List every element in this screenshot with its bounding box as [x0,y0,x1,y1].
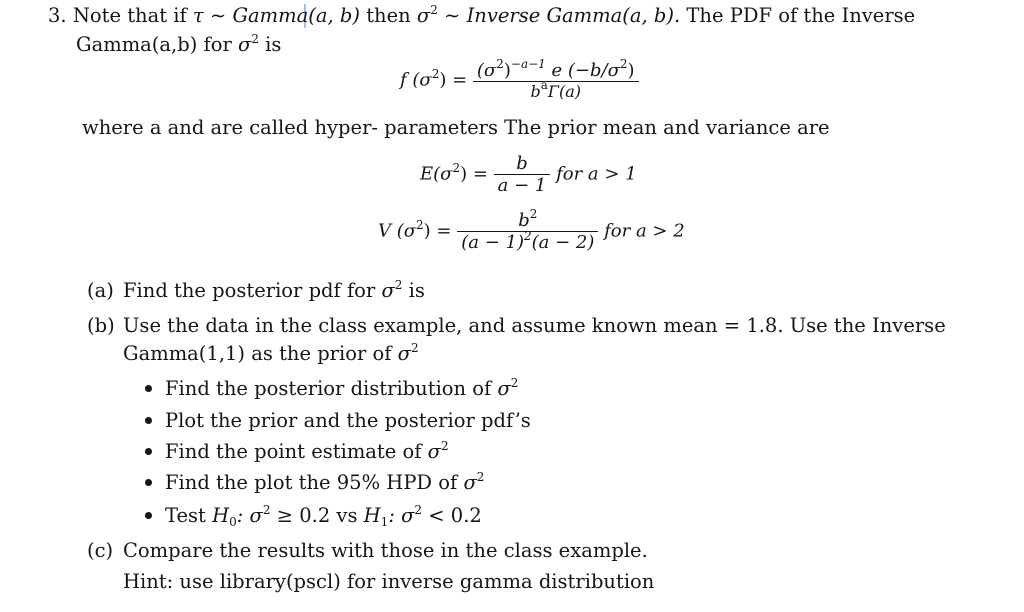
pdf-lhs: f (σ [400,69,432,91]
square-superscript: 2 [524,229,532,243]
square-superscript: 2 [452,160,461,175]
square-superscript: 2 [496,57,504,71]
hint-text: Hint: use library(pscl) for inverse gamma distribution [123,570,655,593]
bullet-item-1 [165,377,518,403]
line2-text-b: is [265,33,282,56]
sigma-symbol: σ [463,471,477,494]
part-a-tail: is [408,279,425,302]
bullet-item-4 [165,471,484,497]
sigma-symbol: σ [416,4,431,27]
gamma-args: (a, b) [308,4,360,27]
part-b-line2-text: Gamma(1,1) as the prior of [123,342,392,365]
line1-text-a: Note that if [72,4,187,27]
h0-condition: ≥ 0.2 vs [270,504,364,527]
line2-text-a: Gamma(a,b) for [76,33,232,56]
variance-denominator [457,231,598,253]
bullet-marker [145,448,152,455]
pdf-exponent: −a−1 [510,57,546,71]
bullet-3-text: Find the point estimate of [165,440,422,463]
inverse-gamma-word: Inverse Gamma [466,4,623,27]
h1-symbol: H [363,504,381,527]
bullet-4-text: Find the plot the 95% HPD of [165,471,458,494]
problem-line-1 [48,4,915,30]
square-superscript: 2 [529,207,538,221]
square-superscript: 2 [430,3,438,17]
pdf-num-c: e (−b/σ [551,60,620,81]
pdf-denominator [473,78,639,101]
square-superscript: 2 [394,278,403,292]
bullet-marker [145,512,152,519]
variance-formula [378,207,685,253]
sigma-symbol: σ [238,33,252,56]
variance-fraction [457,207,598,253]
bullet-item-2: Plot the prior and the posterior pdf’s [165,409,531,432]
variance-lhs: V (σ [378,220,417,242]
mean-formula [420,153,637,196]
pdf-num-a: (σ [476,60,497,81]
variance-den-a: (a − 1) [461,232,524,253]
pdf-den-exp: a [540,78,548,92]
bullet-1-text: Find the posterior distribution of [165,377,492,400]
pdf-fraction [473,57,639,101]
mean-lhs: E(σ [420,163,453,185]
pdf-den-b: b [530,82,541,101]
square-superscript: 2 [251,32,259,46]
pdf-num-b: ) [503,60,511,81]
h0-symbol: H [212,504,230,527]
bullet-5-text: Test [165,504,206,527]
sigma-symbol: σ [381,279,395,302]
square-superscript: 2 [619,57,628,71]
mean-fraction [494,153,551,196]
mean-condition: for a > 1 [556,163,637,185]
part-a-body: Find the posterior pdf for [123,279,376,302]
square-superscript: 2 [416,217,424,232]
tau-symbol: τ ∼ [192,4,227,27]
square-superscript: 2 [440,439,449,453]
sigma-symbol: σ [427,440,441,463]
variance-den-b: (a − 2) [531,232,595,253]
inverse-gamma-args: (a, b). [622,4,681,27]
gamma-word: Gamma [232,4,309,27]
square-superscript: 2 [410,341,419,355]
mean-denominator: a − 1 [494,174,551,196]
h0-subscript: 0 [229,515,237,529]
part-b-line2 [123,342,419,368]
bullet-item-5 [165,504,482,530]
problem-number: 3. [48,4,67,27]
square-superscript: 2 [431,66,440,81]
mean-numerator: b [516,153,528,174]
pdf-formula [400,57,639,101]
bullet-marker [145,479,152,486]
square-superscript: 2 [262,503,271,517]
line1-text-rest: The PDF of the Inverse [686,4,916,27]
variance-condition: for a > 2 [604,220,685,242]
where-line: where a and are called hyper- parameters The prior mean and variance are [82,116,830,139]
variance-numerator [457,207,598,231]
part-c-text: Compare the results with those in the class example. [123,539,648,562]
square-superscript: 2 [414,503,423,517]
h1-subscript: 1 [380,515,389,529]
sigma-symbol: σ [397,342,411,365]
variance-lhs-close: ) = [423,220,452,242]
part-b-label: (b) [87,314,115,337]
part-b-text: Use the data in the class example, and assume known mean = 1.8. Use the Inverse [123,314,946,337]
h1-sigma: : σ [388,504,415,527]
pdf-num-d: ) [627,60,635,81]
pdf-numerator [473,57,639,81]
pdf-den-gamma: Γ(a) [547,82,581,101]
square-superscript: 2 [510,376,519,390]
problem-line-2 [76,33,281,59]
bullet-item-3 [165,440,449,466]
then-word: then [366,4,411,27]
variance-num-b: b [518,210,530,231]
h0-sigma: : σ [236,504,263,527]
part-c-label: (c) [87,539,114,562]
bullet-marker [145,385,152,392]
h1-condition: < 0.2 [422,504,482,527]
bullet-marker [145,417,152,424]
part-a-label: (a) [87,279,114,302]
pdf-lhs-close: ) = [439,69,468,91]
square-superscript: 2 [476,470,485,484]
mean-lhs-close: ) = [460,163,488,185]
part-a-text [123,279,425,305]
sim-symbol: ∼ [444,4,461,27]
sigma-symbol: σ [497,377,511,400]
